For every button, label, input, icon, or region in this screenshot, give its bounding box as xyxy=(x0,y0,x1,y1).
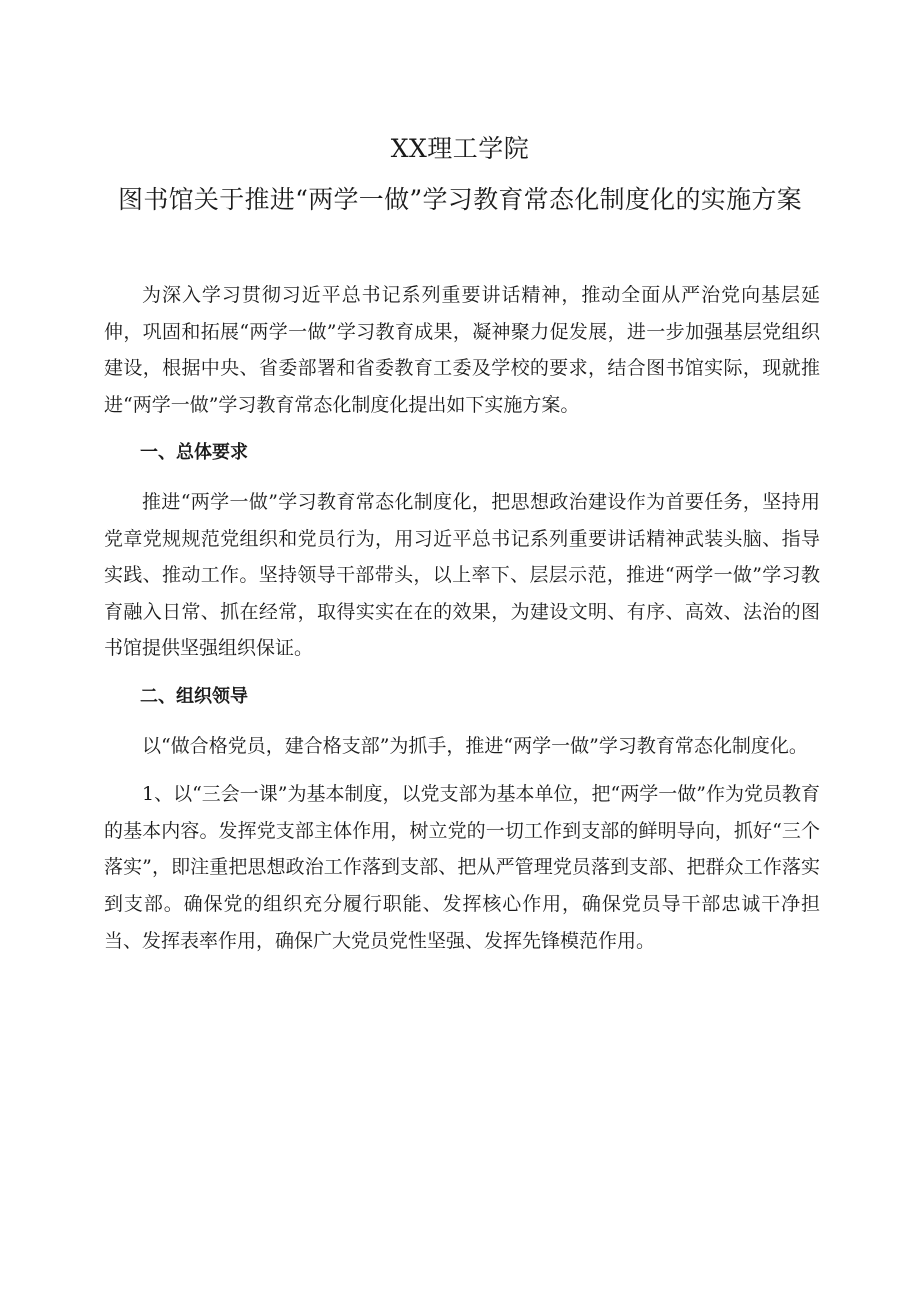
document-subtitle: 图书馆关于推进“两学一做”学习教育常态化制度化的实施方案 xyxy=(118,185,802,214)
organization-leadership-paragraph: 以“做合格党员，建合格支部”为抓手，推进“两学一做”学习教育常态化制度化。 xyxy=(142,734,808,757)
organization-leadership-item-1: 1、以“三会一课”为基本制度，以党支部为基本单位，把“两学一做”作为党员教育的基本内容。发挥党支部主体作用，树立党的一切工作到支部的鲜明导向，抓好“三个落实”，即注重把思想政治工作落到支部、把从严管理党员落到支部、把群众工作落实到支部。确保党的组织充分履行职能、发挥核心作用，确保党员导干部忠诚干净担当、发挥表率作用，确保广大党员党性坚强、发挥先锋模范作用。 xyxy=(104,783,820,952)
general-requirements-paragraph: 推进“两学一做”学习教育常态化制度化，把思想政治建设作为首要任务，坚持用党章党规规范党组织和党员行为，用习近平总书记系列重要讲话精神武装头脑、指导实践、推动工作。坚持领导干部带头，以上率下、层层示范，推进“两学一做”学习教育融入日常、抓在经常，取得实实在在的效果，为建设文明、有序、高效、法治的图书馆提供坚强组织保证。 xyxy=(104,490,820,660)
section-heading-general-requirements: 一、总体要求 xyxy=(140,442,248,464)
section-heading-organization-leadership: 二、组织领导 xyxy=(140,685,248,707)
document-body xyxy=(104,277,820,959)
document-title: XX理工学院 xyxy=(390,134,530,163)
intro-paragraph: 为深入学习贯彻习近平总书记系列重要讲话精神，推动全面从严治党向基层延伸，巩固和拓展“两学一做”学习教育成果，凝神聚力促发展，进一步加强基层党组织建设，根据中央、省委部署和省委教育工委及学校的要求，结合图书馆实际，现就推进“两学一做”学习教育常态化制度化提出如下实施方案。 xyxy=(104,284,820,416)
